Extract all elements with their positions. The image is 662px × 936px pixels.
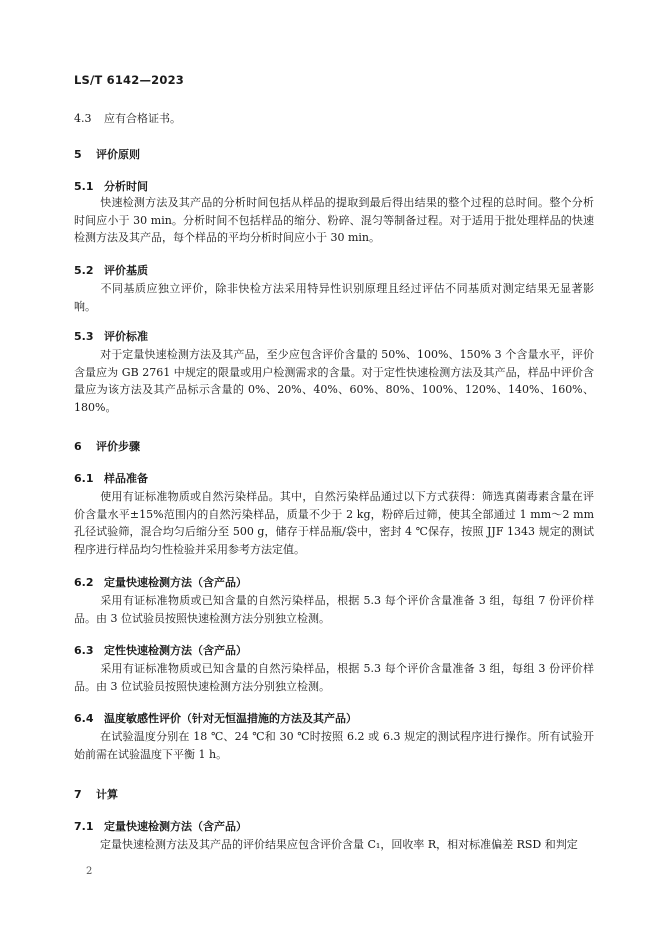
paragraph-text: 快速检测方法及其产品的分析时间包括从样品的提取到最后得出结果的整个过程的总时间。整个分析时间应小于 30 min。分析时间不包括样品的缩分、粉碎、混匀等制备过程。对于适用于批处理样品的快速检测方法及其产品，每个样品的平均分析时间应小于 30 min。 [74,196,594,245]
clause-5-3-heading [74,328,148,344]
clause-5-2-body [74,280,594,315]
clause-title: 评价标准 [104,330,148,343]
clause-number: 5.1 [74,180,94,193]
clause-number: 5.2 [74,264,94,277]
standard-code-header: LS/T 6142—2023 [74,73,184,87]
clause-title: 定量快速检测方法（含产品） [104,576,247,589]
section-number: 6 [74,440,82,453]
clause-6-3-heading [74,642,247,658]
clause-text: 应有合格证书。 [104,112,181,125]
clause-5-1-heading [74,178,148,194]
clause-number: 5.3 [74,330,94,343]
paragraph-text: 使用有证标准物质或自然污染样品。其中，自然污染样品通过以下方式获得：筛选真菌毒素含量在评价含量水平±15%范围内的自然污染样品，质量不少于 2 kg，粉碎后过筛，使其全部通过 1 mm～2 mm 孔径试验筛，混合均匀后缩分至 500 g，储存于样品瓶/袋中，密封 4 ℃保存，按照 JJF 1343 规定的测试程序进行样品均匀性检验并采用参考方法定值。 [74,490,594,556]
section-5-heading [74,146,140,162]
clause-number: 4.3 [74,112,92,125]
section-6-heading [74,438,140,454]
section-7-heading [74,786,118,802]
paragraph-text: 对于定量快速检测方法及其产品，至少应包含评价含量的 50%、100%、150% 3 个含量水平，评价含量应为 GB 2761 中规定的限量或用户检测需求的含量。对于定性快速检测方法及其产品，样品中评价含量应为该方法及其产品标示含量的 0%、20%、40%、60%、80%、100%、120%、140%、160%、180%。 [74,348,594,414]
paragraph-text: 定量快速检测方法及其产品的评价结果应包含评价含量 C₁，回收率 R，相对标准偏差 RSD 和判定 [100,838,578,851]
clause-6-4-heading [74,710,357,726]
clause-4-3 [74,110,181,126]
clause-6-4-body [74,728,594,763]
clause-5-1-body [74,194,594,247]
clause-title: 定性快速检测方法（含产品） [104,644,247,657]
clause-number: 6.4 [74,712,94,725]
clause-6-2-body [74,592,594,627]
clause-6-1-heading [74,470,148,486]
section-title: 评价步骤 [96,440,140,453]
page-number: 2 [86,866,93,877]
clause-5-2-heading [74,262,148,278]
section-number: 7 [74,788,82,801]
clause-title: 分析时间 [104,180,148,193]
paragraph-text: 在试验温度分别在 18 ℃、24 ℃和 30 ℃时按照 6.2 或 6.3 规定的测试程序进行操作。所有试验开始前需在试验温度下平衡 1 h。 [74,730,594,761]
clause-title: 评价基质 [104,264,148,277]
clause-number: 6.3 [74,644,94,657]
clause-title: 定量快速检测方法（含产品） [104,820,247,833]
section-title: 评价原则 [96,148,140,161]
clause-6-3-body [74,660,594,695]
clause-title: 样品准备 [104,472,148,485]
clause-number: 7.1 [74,820,94,833]
section-number: 5 [74,148,82,161]
clause-title: 温度敏感性评价（针对无恒温措施的方法及其产品） [104,712,357,725]
clause-6-1-body [74,488,594,558]
clause-7-1-heading [74,818,247,834]
clause-7-1-body [74,836,594,854]
clause-number: 6.2 [74,576,94,589]
paragraph-text: 不同基质应独立评价，除非快检方法采用特异性识别原理且经过评估不同基质对测定结果无显著影响。 [74,282,594,313]
clause-number: 6.1 [74,472,94,485]
section-title: 计算 [96,788,118,801]
paragraph-text: 采用有证标准物质或已知含量的自然污染样品，根据 5.3 每个评价含量准备 3 组，每组 3 份评价样品。由 3 位试验员按照快速检测方法分别独立检测。 [74,662,594,693]
clause-6-2-heading [74,574,247,590]
clause-5-3-body [74,346,594,416]
paragraph-text: 采用有证标准物质或已知含量的自然污染样品，根据 5.3 每个评价含量准备 3 组，每组 7 份评价样品。由 3 位试验员按照快速检测方法分别独立检测。 [74,594,594,625]
